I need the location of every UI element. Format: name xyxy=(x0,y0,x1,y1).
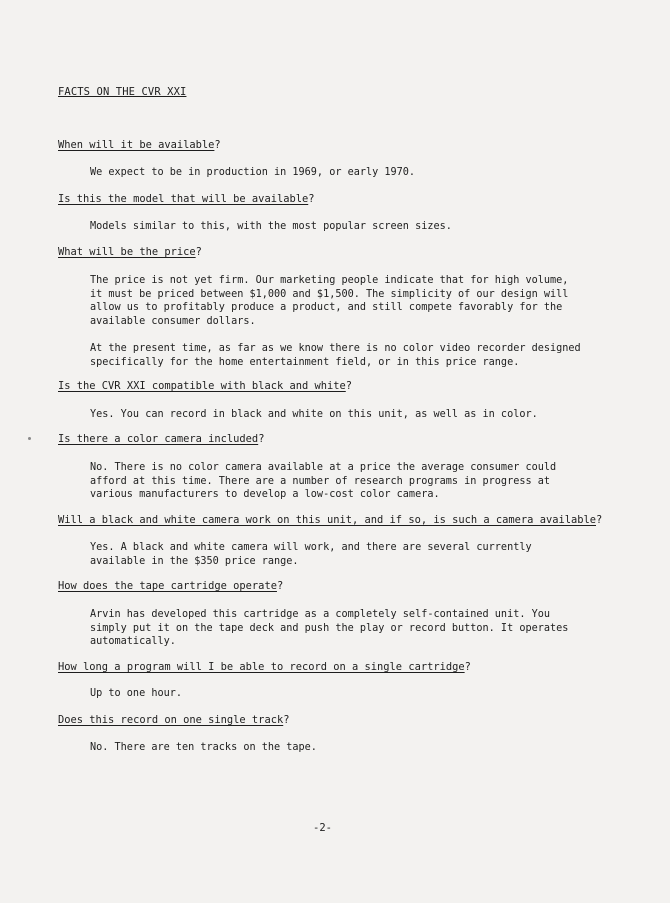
question-6-mark: ? xyxy=(596,514,603,526)
question-2-text: Is this the model that will be available xyxy=(58,193,309,205)
question-8-mark: ? xyxy=(464,661,471,673)
question-8 xyxy=(58,661,471,674)
question-3 xyxy=(58,246,202,259)
question-3-text: What will be the price xyxy=(58,246,196,258)
question-7-mark: ? xyxy=(276,580,284,592)
question-4 xyxy=(58,380,352,393)
question-2-mark: ? xyxy=(308,193,315,205)
answer-8: Up to one hour. xyxy=(90,688,183,699)
question-9-mark: ? xyxy=(283,714,290,726)
answer-6: Yes. A black and white camera will work, and there are several currently available in the $350 price range. xyxy=(90,542,532,567)
answer-4: Yes. You can record in black and white on this unit, as well as in color. xyxy=(90,409,538,420)
question-4-text: Is the CVR XXI compatible with black and white xyxy=(58,380,346,392)
question-3-mark: ? xyxy=(195,246,202,258)
question-1-text: When will it be available xyxy=(58,139,215,151)
question-9 xyxy=(58,714,289,727)
question-7-text: How does the tape cartridge operate xyxy=(58,580,277,592)
question-4-mark: ? xyxy=(345,380,353,392)
question-6 xyxy=(58,514,602,527)
question-8-text: How long a program will I be able to record on a single cartridge xyxy=(58,661,465,673)
answer-2: Models similar to this, with the most popular screen sizes. xyxy=(90,221,452,232)
question-9-text: Does this record on one single track xyxy=(58,714,284,726)
answer-1: We expect to be in production in 1969, or early 1970. xyxy=(90,167,416,178)
page-speck xyxy=(28,437,31,440)
question-7 xyxy=(58,580,283,593)
answer-3: The price is not yet firm. Our marketing people indicate that for high volume, it must be priced between $1,000 and $1,500. The simplicity of our design will allow us to profitably produce a product, and still compete favorably for the available consumer dollars. xyxy=(90,275,569,327)
answer-7: Arvin has developed this cartridge as a completely self-contained unit. You simply put it on the tape deck and push the play or record button. It operates automatically. xyxy=(90,609,569,648)
question-2 xyxy=(58,193,315,206)
answer-5: No. There is no color camera available at a price the average consumer could afford at this time. There are a number of research programs in progress at various manufacturers to develop a low-cost color camera. xyxy=(90,462,557,501)
question-6-text: Will a black and white camera work on this unit, and if so, is such a camera available xyxy=(58,514,596,526)
document-title: FACTS ON THE CVR XXI xyxy=(58,86,187,98)
answer-3-paragraph-2: At the present time, as far as we know there is no color video recorder designed specifically for the home entertainment field, or in this price range. xyxy=(90,343,581,368)
question-1-mark: ? xyxy=(214,139,221,151)
answer-9: No. There are ten tracks on the tape. xyxy=(90,742,317,753)
question-5-text: Is there a color camera included xyxy=(58,433,259,445)
question-5-mark: ? xyxy=(258,433,265,445)
question-5 xyxy=(58,433,264,446)
page-number: -2- xyxy=(313,822,332,834)
question-1 xyxy=(58,139,221,152)
